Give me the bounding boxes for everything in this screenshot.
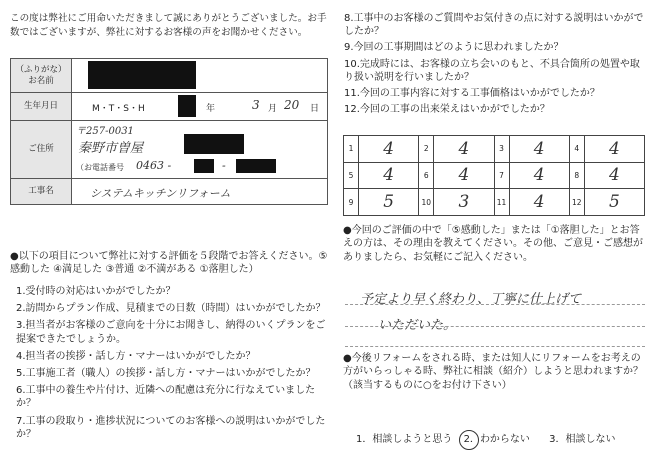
birth-value-cell (72, 93, 328, 121)
referral-option-2-number: 2． (463, 434, 480, 445)
redacted-phone-1 (194, 159, 214, 173)
grid-score: 4 (509, 162, 569, 189)
redacted-name (88, 61, 196, 89)
question-12: 12.今回の工事の出来栄えはいかがでしたか？ (344, 104, 550, 116)
question-11: 11.今回の工事内容に対する工事価格はいかがでしたか？ (344, 88, 600, 100)
address-value-cell (72, 121, 328, 179)
grid-score: 5 (584, 189, 644, 216)
feedback-rule (345, 326, 645, 327)
referral-option-2 (464, 434, 534, 445)
intro-text: この度は弊社にご用命いただきまして誠にありがとうございました。お手数ではございますが、弊社に対するお客様の声をお聞かせください。 (10, 13, 327, 38)
referral-option-3: 3．相談しない (549, 434, 616, 445)
grid-score: 4 (359, 162, 419, 189)
grid-score: 4 (434, 136, 494, 163)
birth-eras: M・T・S・H (92, 104, 145, 114)
grid-score: 5 (359, 189, 419, 216)
referral-option-2-label: わからない (479, 434, 530, 445)
name-furigana-label: （ふりがな） (15, 64, 67, 75)
grid-number: 12 (569, 189, 584, 216)
grid-number: 10 (419, 189, 434, 216)
question-5: 5.工事施工者（職人）の挨拶・話し方・マナーはいかがでしたか？ (16, 368, 316, 380)
redacted-phone-2 (236, 159, 276, 173)
feedback-rule (345, 346, 645, 347)
question-7: 7.工事の段取り・進捗状況についてのお客様への説明はいかがでしたか？ (16, 415, 326, 440)
question-4: 4.担当者の挨拶・話し方・マナーはいかがでしたか？ (16, 350, 256, 362)
birth-month: 3 (252, 98, 260, 112)
birth-gatsu: 月 (268, 104, 278, 114)
birth-nichi: 日 (310, 104, 320, 114)
phone-prefix: 0463 - (136, 159, 172, 172)
question-6: 6.工事中の養生や片付け、近隣への配慮は充分に行なえていましたか？ (16, 385, 316, 410)
name-label-cell (11, 59, 72, 93)
grid-score: 4 (434, 162, 494, 189)
birth-nen: 年 (206, 104, 216, 114)
name-label: お名前 (28, 75, 54, 86)
questions-right (344, 12, 649, 116)
question-10: 10.完成時には、お客様の立ち会いのもと、不具合箇所の処置や取り扱い説明を行いましたか？ (344, 58, 640, 83)
address-label: ご住所 (11, 121, 72, 179)
grid-number: 8 (569, 162, 584, 189)
selected-circle (459, 430, 479, 450)
grid-number: 9 (344, 189, 359, 216)
grid-score: 4 (584, 162, 644, 189)
grid-score: 4 (584, 136, 644, 163)
grid-number: 3 (494, 136, 509, 163)
postal-code: 〒257-0031 (76, 126, 134, 137)
referral-heading: ●今後リフォームをされる時、または知人にリフォームをお考えの方がいらっしゃる時、弊社に相談（紹介）しようと思われますか？（該当するものに○をお付け下さい） (343, 353, 643, 391)
grid-number: 5 (344, 162, 359, 189)
question-9: 9.今回の工事期間はどのように思われましたか？ (344, 42, 564, 54)
redacted-birth-year (178, 95, 196, 117)
referral-option-1: 1．相談しようと思う (356, 434, 453, 445)
grid-number: 7 (494, 162, 509, 189)
grid-score: 3 (434, 189, 494, 216)
phone-dash: - (222, 159, 226, 172)
question-8: 8.工事中のお客様のご質問やお気付きの点に対する説明はいかがでしたか？ (344, 13, 644, 38)
name-value-cell (72, 59, 328, 93)
birth-label: 生年月日 (11, 93, 72, 121)
grid-number: 2 (419, 136, 434, 163)
customer-info-table (10, 58, 328, 205)
questions-left (16, 285, 328, 441)
grid-score: 4 (509, 189, 569, 216)
grid-score: 4 (359, 136, 419, 163)
referral-options (356, 430, 616, 445)
feedback-rule (345, 304, 645, 305)
birth-day: 20 (284, 98, 300, 112)
work-value-cell (72, 179, 328, 205)
feedback-line-2: いただいた。 (378, 318, 457, 333)
question-3: 3.担当者がお客様のご意向を十分にお聞きし、納得のいくプランをご提案できたでしょうか。 (16, 320, 326, 345)
question-2: 2.訪問からプラン作成、見積までの日数（時間）はいかがでしたか？ (16, 303, 326, 315)
grid-number: 6 (419, 162, 434, 189)
work-name: システムキッチンリフォーム (90, 187, 231, 200)
grid-number: 11 (494, 189, 509, 216)
work-label: 工事名 (11, 179, 72, 205)
feedback-line-1: 予定より早く終わり、丁寧に仕上げて (360, 292, 582, 307)
redacted-address (184, 134, 244, 154)
grid-number: 4 (569, 136, 584, 163)
feedback-heading: ●今回のご評価の中で「⑤感動した」または「①落胆した」とお答えの方は、その理由を教えてください。その他、ご意見・ご感想がありましたら、お気軽にご記入ください。 (343, 225, 643, 263)
phone-label: （お電話番号 (76, 163, 124, 172)
score-grid (343, 135, 645, 216)
grid-number: 1 (344, 136, 359, 163)
rating-heading: ●以下の項目について弊社に対する評価を５段階でお答えください。⑤感動した ④満足した ③普通 ②不満がある ①落胆した） (10, 251, 328, 276)
grid-score: 4 (509, 136, 569, 163)
question-1: 1.受付時の対応はいかがでしたか？ (16, 286, 176, 297)
address-text: 秦野市曽屋 (78, 141, 144, 156)
